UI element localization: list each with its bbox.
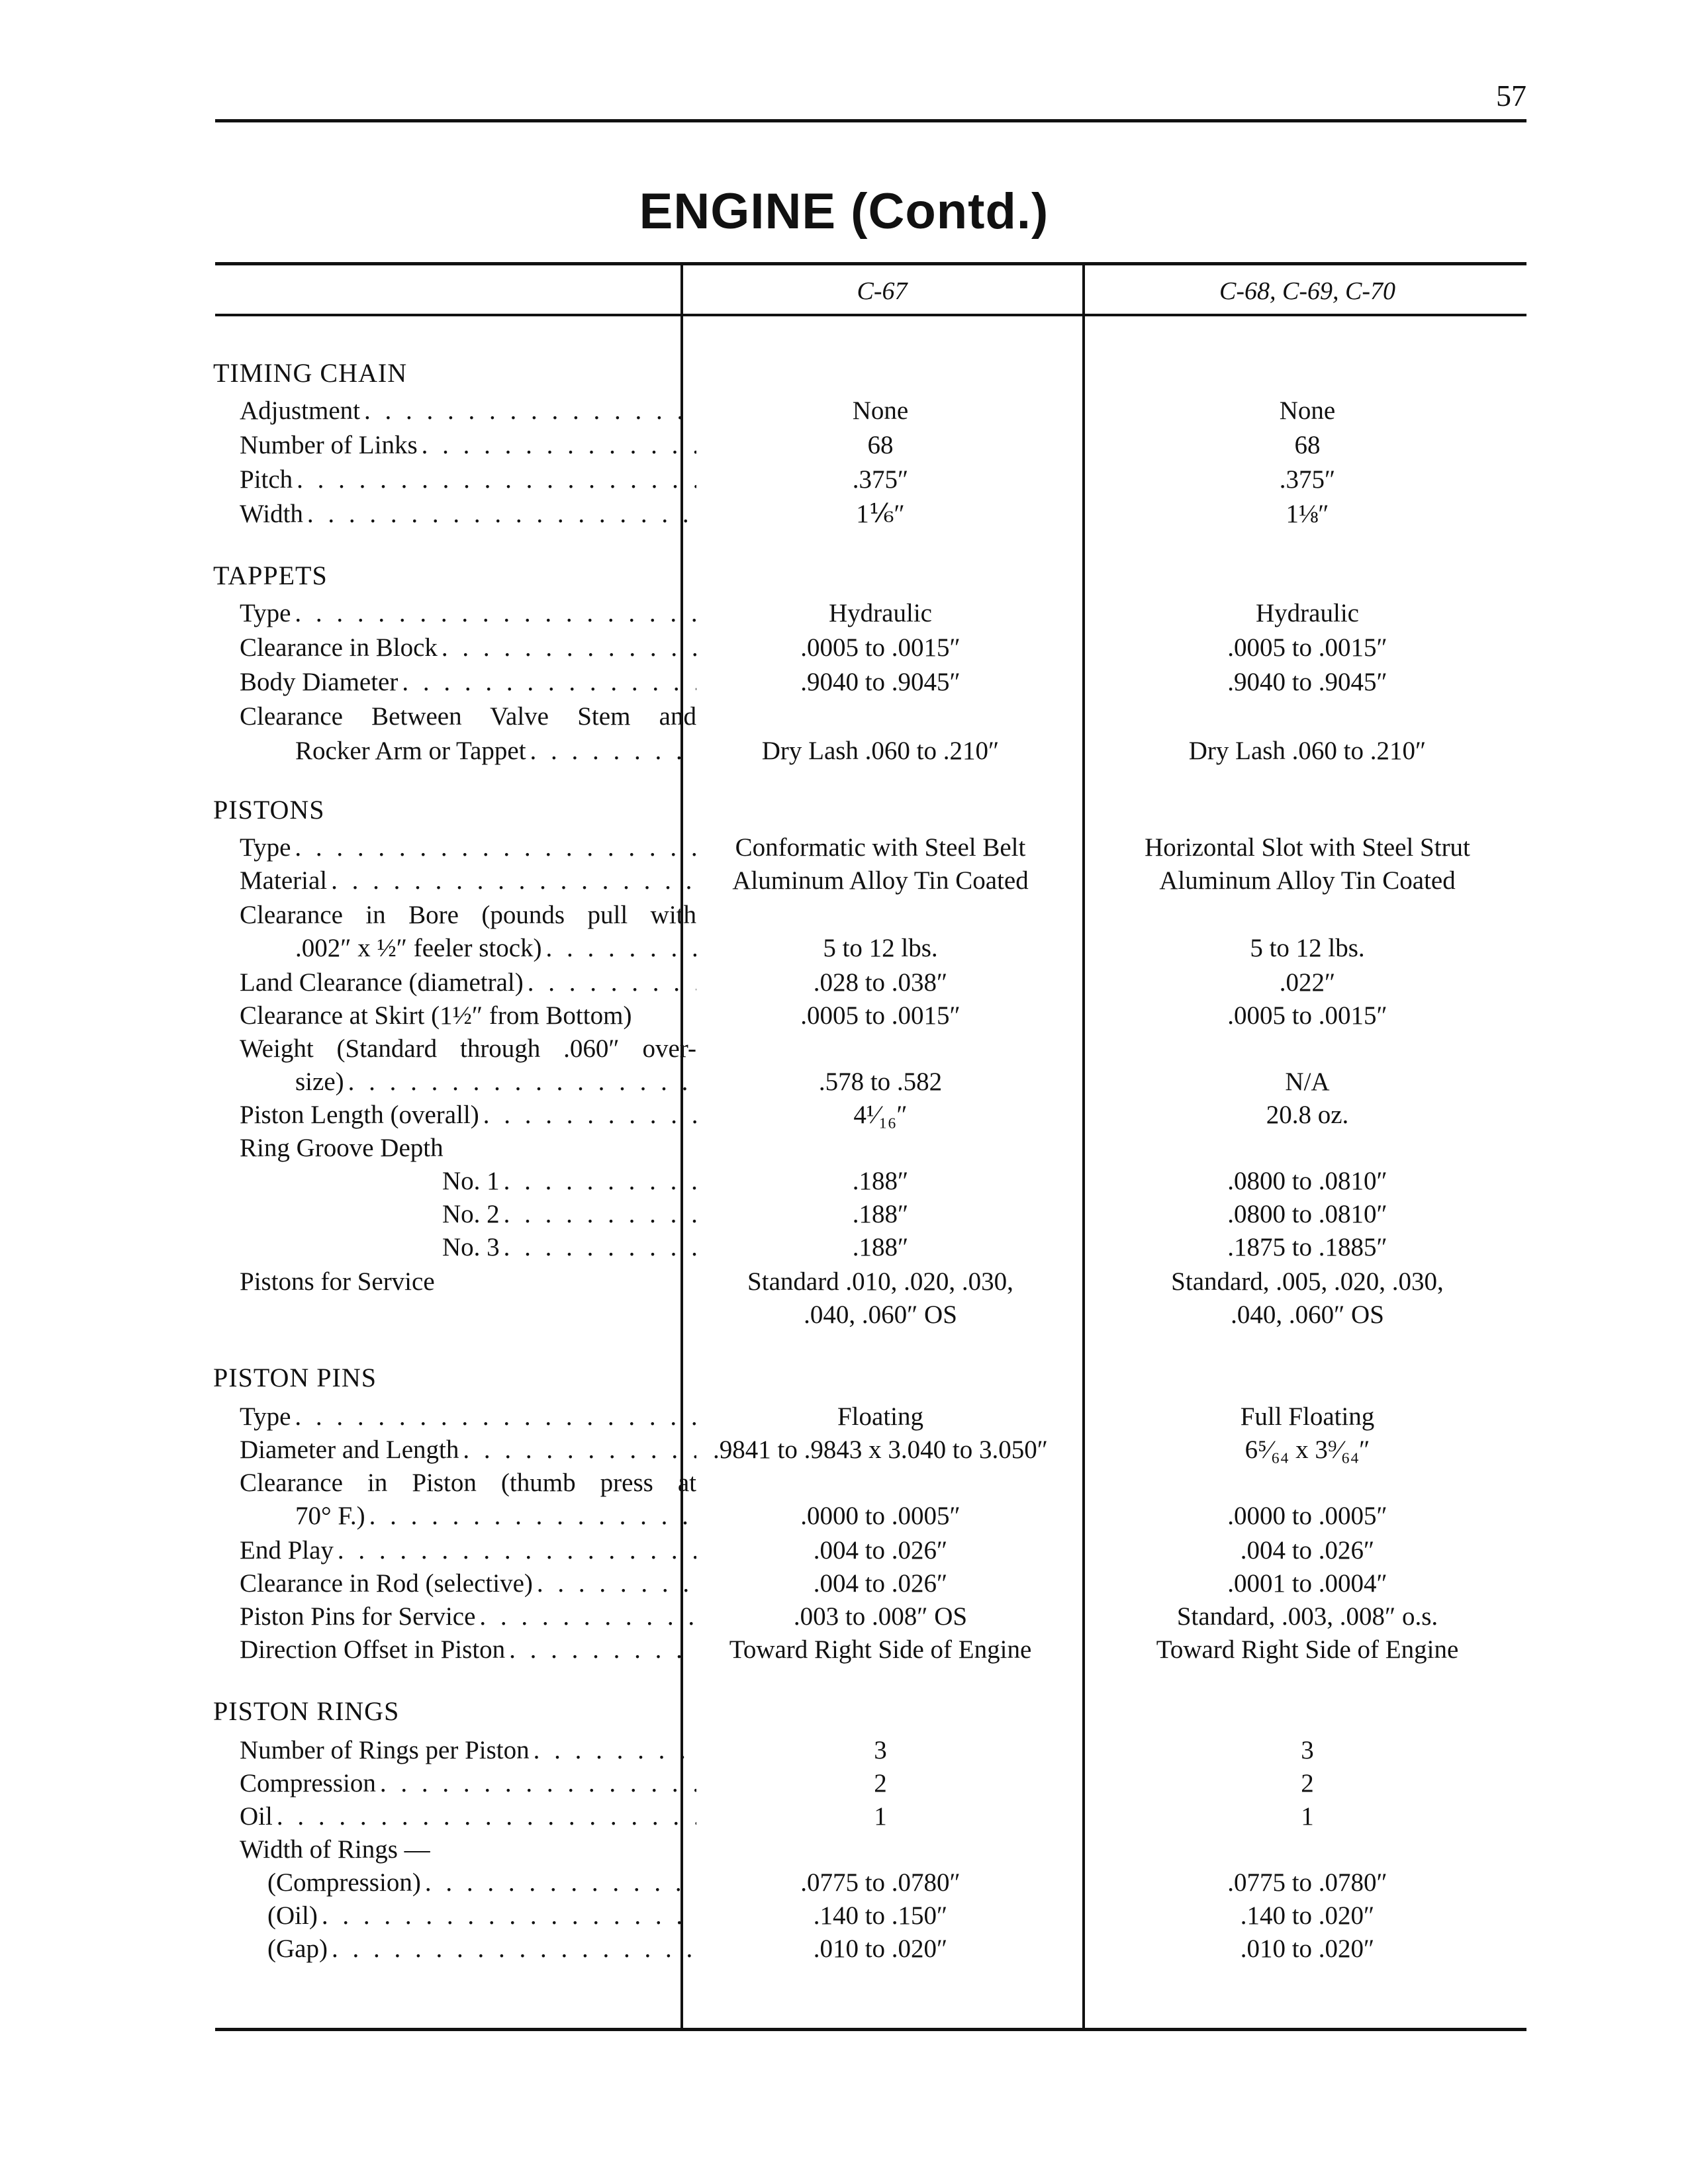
value-c67: .0005 to .0015″ xyxy=(800,633,961,662)
row-label: Body Diameter . . . xyxy=(240,667,696,702)
row-label: Pistons for Service xyxy=(240,1267,435,1296)
row-label: Compression . . . xyxy=(240,1768,696,1803)
section-heading-piston-rings: PISTON RINGS xyxy=(213,1696,400,1726)
value-c67: .003 to .008″ OS xyxy=(793,1602,968,1631)
value-c67: .0775 to .0780″ xyxy=(800,1868,961,1897)
row-label: Adjustment . . . xyxy=(240,396,696,430)
row-label: No. 1 . . . xyxy=(442,1166,696,1201)
value-c68: .140 to .020″ xyxy=(1240,1901,1375,1930)
column-header-c68-c69-c70: C-68, C-69, C-70 xyxy=(1219,277,1395,305)
value-c68: None xyxy=(1279,396,1336,425)
value-c68: .0800 to .0810″ xyxy=(1227,1167,1387,1195)
row-label: Oil . . . xyxy=(240,1801,696,1836)
value-c67: .0000 to .0005″ xyxy=(800,1502,961,1530)
row-label: Number of Rings per Piston . . . xyxy=(240,1735,696,1770)
value-c68: 5 to 12 lbs. xyxy=(1250,934,1365,962)
value-c68: Dry Lash .060 to .210″ xyxy=(1188,737,1427,765)
row-label: (Compression) . . . xyxy=(267,1868,696,1902)
row-label: (Oil) . . . xyxy=(267,1901,696,1935)
row-label: Clearance at Skirt (1½″ from Bottom) xyxy=(240,1001,632,1030)
section-heading-pistons: PISTONS xyxy=(213,795,325,825)
value-c68: .040, .060″ OS xyxy=(1231,1300,1384,1329)
section-heading-piston-pins: PISTON PINS xyxy=(213,1363,377,1392)
value-c67: 68 xyxy=(867,431,894,459)
value-c67: .188″ xyxy=(852,1167,909,1195)
row-label: Clearance Between Valve Stem and xyxy=(240,702,696,731)
section-heading-tappets: TAPPETS xyxy=(213,561,328,590)
row-label: (Gap) . . . xyxy=(267,1934,696,1968)
row-label: Width . . . xyxy=(240,499,696,533)
value-c67: .375″ xyxy=(852,465,909,494)
value-c68: Toward Right Side of Engine xyxy=(1156,1635,1459,1664)
row-label: Number of Links . . . xyxy=(240,430,696,465)
value-c67: .010 to .020″ xyxy=(813,1934,948,1963)
row-label: Direction Offset in Piston . . . xyxy=(240,1635,696,1669)
value-c67: Toward Right Side of Engine xyxy=(729,1635,1032,1664)
value-c67: .004 to .026″ xyxy=(813,1569,948,1598)
value-c67: .188″ xyxy=(852,1200,909,1228)
row-label: No. 3 . . . xyxy=(442,1232,696,1267)
table-top-rule xyxy=(215,262,1526,265)
row-label: Piston Length (overall) . . . xyxy=(240,1100,696,1134)
value-c67: .9841 to .9843 x 3.040 to 3.050″ xyxy=(713,1435,1048,1464)
value-c68: .004 to .026″ xyxy=(1240,1536,1375,1565)
value-c68: .022″ xyxy=(1279,968,1336,997)
value-c68: .1875 to .1885″ xyxy=(1227,1233,1387,1261)
page-number: 57 xyxy=(1496,79,1526,113)
row-label: Clearance in Rod (selective) . . . xyxy=(240,1569,696,1603)
page-title: ENGINE (Contd.) xyxy=(639,183,1049,240)
value-c68: Standard, .003, .008″ o.s. xyxy=(1176,1602,1438,1631)
value-c68: .0775 to .0780″ xyxy=(1227,1868,1387,1897)
value-c67: .004 to .026″ xyxy=(813,1536,948,1565)
value-c68: .0001 to .0004″ xyxy=(1227,1569,1387,1598)
value-c68: 20.8 oz. xyxy=(1266,1101,1349,1129)
row-label: Ring Groove Depth xyxy=(240,1134,444,1162)
row-label: Diameter and Length . . . xyxy=(240,1435,696,1469)
value-c67: 2 xyxy=(874,1769,887,1797)
value-c67: Aluminum Alloy Tin Coated xyxy=(732,866,1029,895)
value-c68: 6⁵⁄₆₄ x 3⁹⁄₆₄″ xyxy=(1244,1435,1370,1464)
value-c67: .028 to .038″ xyxy=(813,968,948,997)
value-c68: .375″ xyxy=(1279,465,1336,494)
value-c68: .0000 to .0005″ xyxy=(1227,1502,1387,1530)
row-label: No. 2 . . . xyxy=(442,1199,696,1234)
value-c67: 1 xyxy=(874,1802,887,1831)
value-c67: Dry Lash .060 to .210″ xyxy=(761,737,1000,765)
row-label: Clearance in Block . . . xyxy=(240,633,696,667)
value-c67: .140 to .150″ xyxy=(813,1901,948,1930)
row-label: Type . . . xyxy=(240,598,696,633)
value-c67: .9040 to .9045″ xyxy=(800,668,961,696)
value-c67: Standard .010, .020, .030, xyxy=(747,1267,1013,1296)
value-c68: N/A xyxy=(1285,1068,1330,1096)
table-bottom-rule xyxy=(215,2028,1526,2031)
row-label: 70° F.) . . . xyxy=(295,1501,696,1535)
value-c67: .0005 to .0015″ xyxy=(800,1001,961,1030)
value-c67: None xyxy=(852,396,909,425)
value-c68: Standard, .005, .020, .030, xyxy=(1171,1267,1444,1296)
value-c67: .578 to .582 xyxy=(818,1068,943,1096)
value-c68: .0800 to .0810″ xyxy=(1227,1200,1387,1228)
row-label: Land Clearance (diametral) . . . xyxy=(240,968,696,1002)
value-c67: 1⅙″ xyxy=(856,500,905,528)
value-c67: Floating xyxy=(837,1402,923,1431)
row-label: size) . . . xyxy=(295,1067,696,1101)
value-c67: 5 to 12 lbs. xyxy=(823,934,938,962)
value-c68: .9040 to .9045″ xyxy=(1227,668,1387,696)
top-rule xyxy=(215,119,1526,122)
row-label: Weight (Standard through .060″ over- xyxy=(240,1034,696,1063)
value-c68: .0005 to .0015″ xyxy=(1227,1001,1387,1030)
row-label: Type . . . xyxy=(240,1402,696,1436)
row-label: Rocker Arm or Tappet . . . xyxy=(295,736,696,770)
column-divider-2 xyxy=(1082,265,1085,2030)
value-c68: Full Floating xyxy=(1240,1402,1375,1431)
value-c67: .040, .060″ OS xyxy=(804,1300,957,1329)
value-c68: .010 to .020″ xyxy=(1240,1934,1375,1963)
row-label: End Play . . . xyxy=(240,1535,696,1570)
value-c67: Hydraulic xyxy=(829,599,932,627)
value-c67: 4¹⁄₁₆″ xyxy=(853,1101,908,1129)
value-c67: 3 xyxy=(874,1736,887,1764)
row-label: Pitch . . . xyxy=(240,465,696,499)
row-label: Width of Rings — xyxy=(240,1835,430,1864)
value-c68: 3 xyxy=(1301,1736,1314,1764)
value-c68: 1 xyxy=(1301,1802,1314,1831)
row-label: Material . . . xyxy=(240,866,696,900)
header-bottom-rule xyxy=(215,314,1526,316)
row-label: Piston Pins for Service . . . xyxy=(240,1602,696,1636)
value-c68: 1⅛″ xyxy=(1286,500,1329,528)
column-header-c67: C-67 xyxy=(857,277,908,305)
value-c68: Horizontal Slot with Steel Strut xyxy=(1145,833,1470,862)
value-c67: Conformatic with Steel Belt xyxy=(735,833,1026,862)
value-c68: 2 xyxy=(1301,1769,1314,1797)
value-c67: .188″ xyxy=(852,1233,909,1261)
row-label: Clearance in Bore (pounds pull with xyxy=(240,901,696,929)
value-c68: .0005 to .0015″ xyxy=(1227,633,1387,662)
value-c68: Hydraulic xyxy=(1256,599,1359,627)
row-label: Clearance in Piston (thumb press at xyxy=(240,1469,696,1497)
row-label: .002″ x ½″ feeler stock) . . . xyxy=(295,933,696,968)
section-heading-timing-chain: TIMING CHAIN xyxy=(213,358,408,388)
value-c68: 68 xyxy=(1294,431,1321,459)
value-c68: Aluminum Alloy Tin Coated xyxy=(1159,866,1456,895)
row-label: Type . . . xyxy=(240,833,696,867)
